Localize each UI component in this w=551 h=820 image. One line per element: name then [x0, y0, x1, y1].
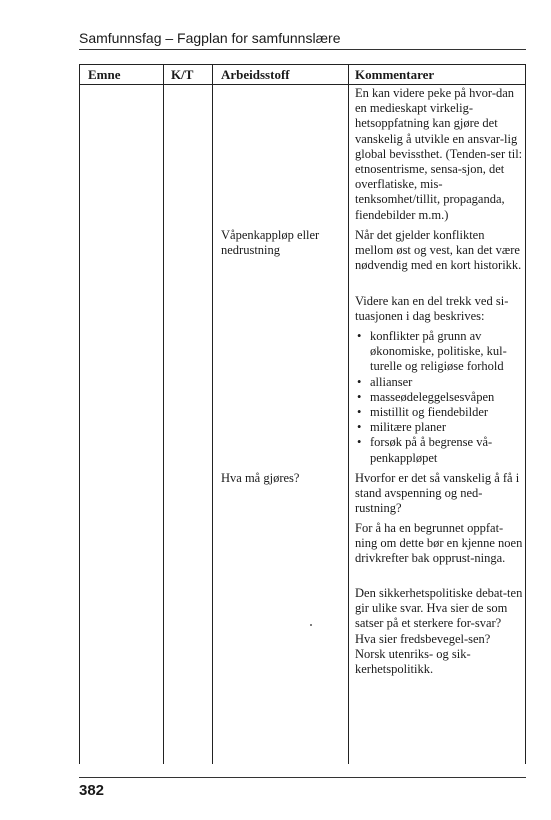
bottom-rule: [79, 777, 526, 778]
table-border-right: [525, 64, 526, 764]
list-item: • konflikter på grunn av økonomiske, politiske, kul-turelle og religiøse forhold: [355, 329, 523, 375]
table-top-border: [79, 64, 526, 65]
list-item: • masseødeleggelsesvåpen: [355, 390, 523, 405]
list-item: • forsøk på å begrense vå-penkappløpet: [355, 435, 523, 465]
list-item: • allianser: [355, 375, 523, 390]
stray-dot: [310, 624, 312, 626]
list-item: • mistillit og fiendebilder: [355, 405, 523, 420]
bullet-list: [355, 329, 523, 466]
table-row-1-kommentar: En kan videre peke på hvor-dan en medieskapt virkelig-hetsoppfatning kan gjøre det vanskelig å utvikle en ansvar-lig global bevissthet. (Tenden-ser til: etnosentrisme, sensa-sjon, det overflatiske, mis-tenksomhet/tillit, propaganda, fiendebilder m.m.): [355, 86, 523, 222]
table-row-3-arbeidsstoff: Hva må gjøres?: [221, 471, 300, 485]
table-row-3-kommentar-3: Den sikkerhetspolitiske debat-ten gir ulike svar. Hva sier de som satser på et sterkere for-svar? Hva sier fredsbevegel-sen? Norsk utenriks- og sik-kerhetspolitikk.: [355, 586, 523, 677]
table-header-border: [79, 84, 526, 85]
table-row-3-kommentar-1: Hvorfor er det så vanskelig å få i stand avspenning og ned-rustning?: [355, 471, 520, 516]
column-header-emne: Emne: [88, 67, 121, 82]
column-header-kt: K/T: [171, 67, 194, 82]
header-rule: [79, 49, 526, 50]
table-divider-2: [212, 64, 213, 764]
table-row-3-kommentar-2: For å ha en begrunnet oppfat-ning om dette bør en kjenne noen drivkrefter bak opprust-ninga.: [355, 521, 523, 566]
table-divider-3: [348, 64, 349, 764]
list-item: • militære planer: [355, 420, 523, 435]
table-row-2-kommentar-2: Videre kan en del trekk ved si-tuasjonen i dag beskrives:: [355, 294, 509, 324]
table-row-2-kommentar-1: Når det gjelder konflikten mellom øst og vest, kan det være nødvendig med en kort historikk.: [355, 228, 522, 273]
column-header-kommentarer: Kommentarer: [355, 67, 435, 82]
table-divider-1: [163, 64, 164, 764]
table-row-2-arbeidsstoff: Våpenkappløp eller nedrustning: [221, 228, 320, 258]
table-border-left: [79, 64, 80, 764]
page-number: 382: [79, 782, 105, 799]
page-header-title: Samfunnsfag – Fagplan for samfunnslære: [79, 30, 341, 46]
column-header-arbeidsstoff: Arbeidsstoff: [221, 67, 290, 82]
